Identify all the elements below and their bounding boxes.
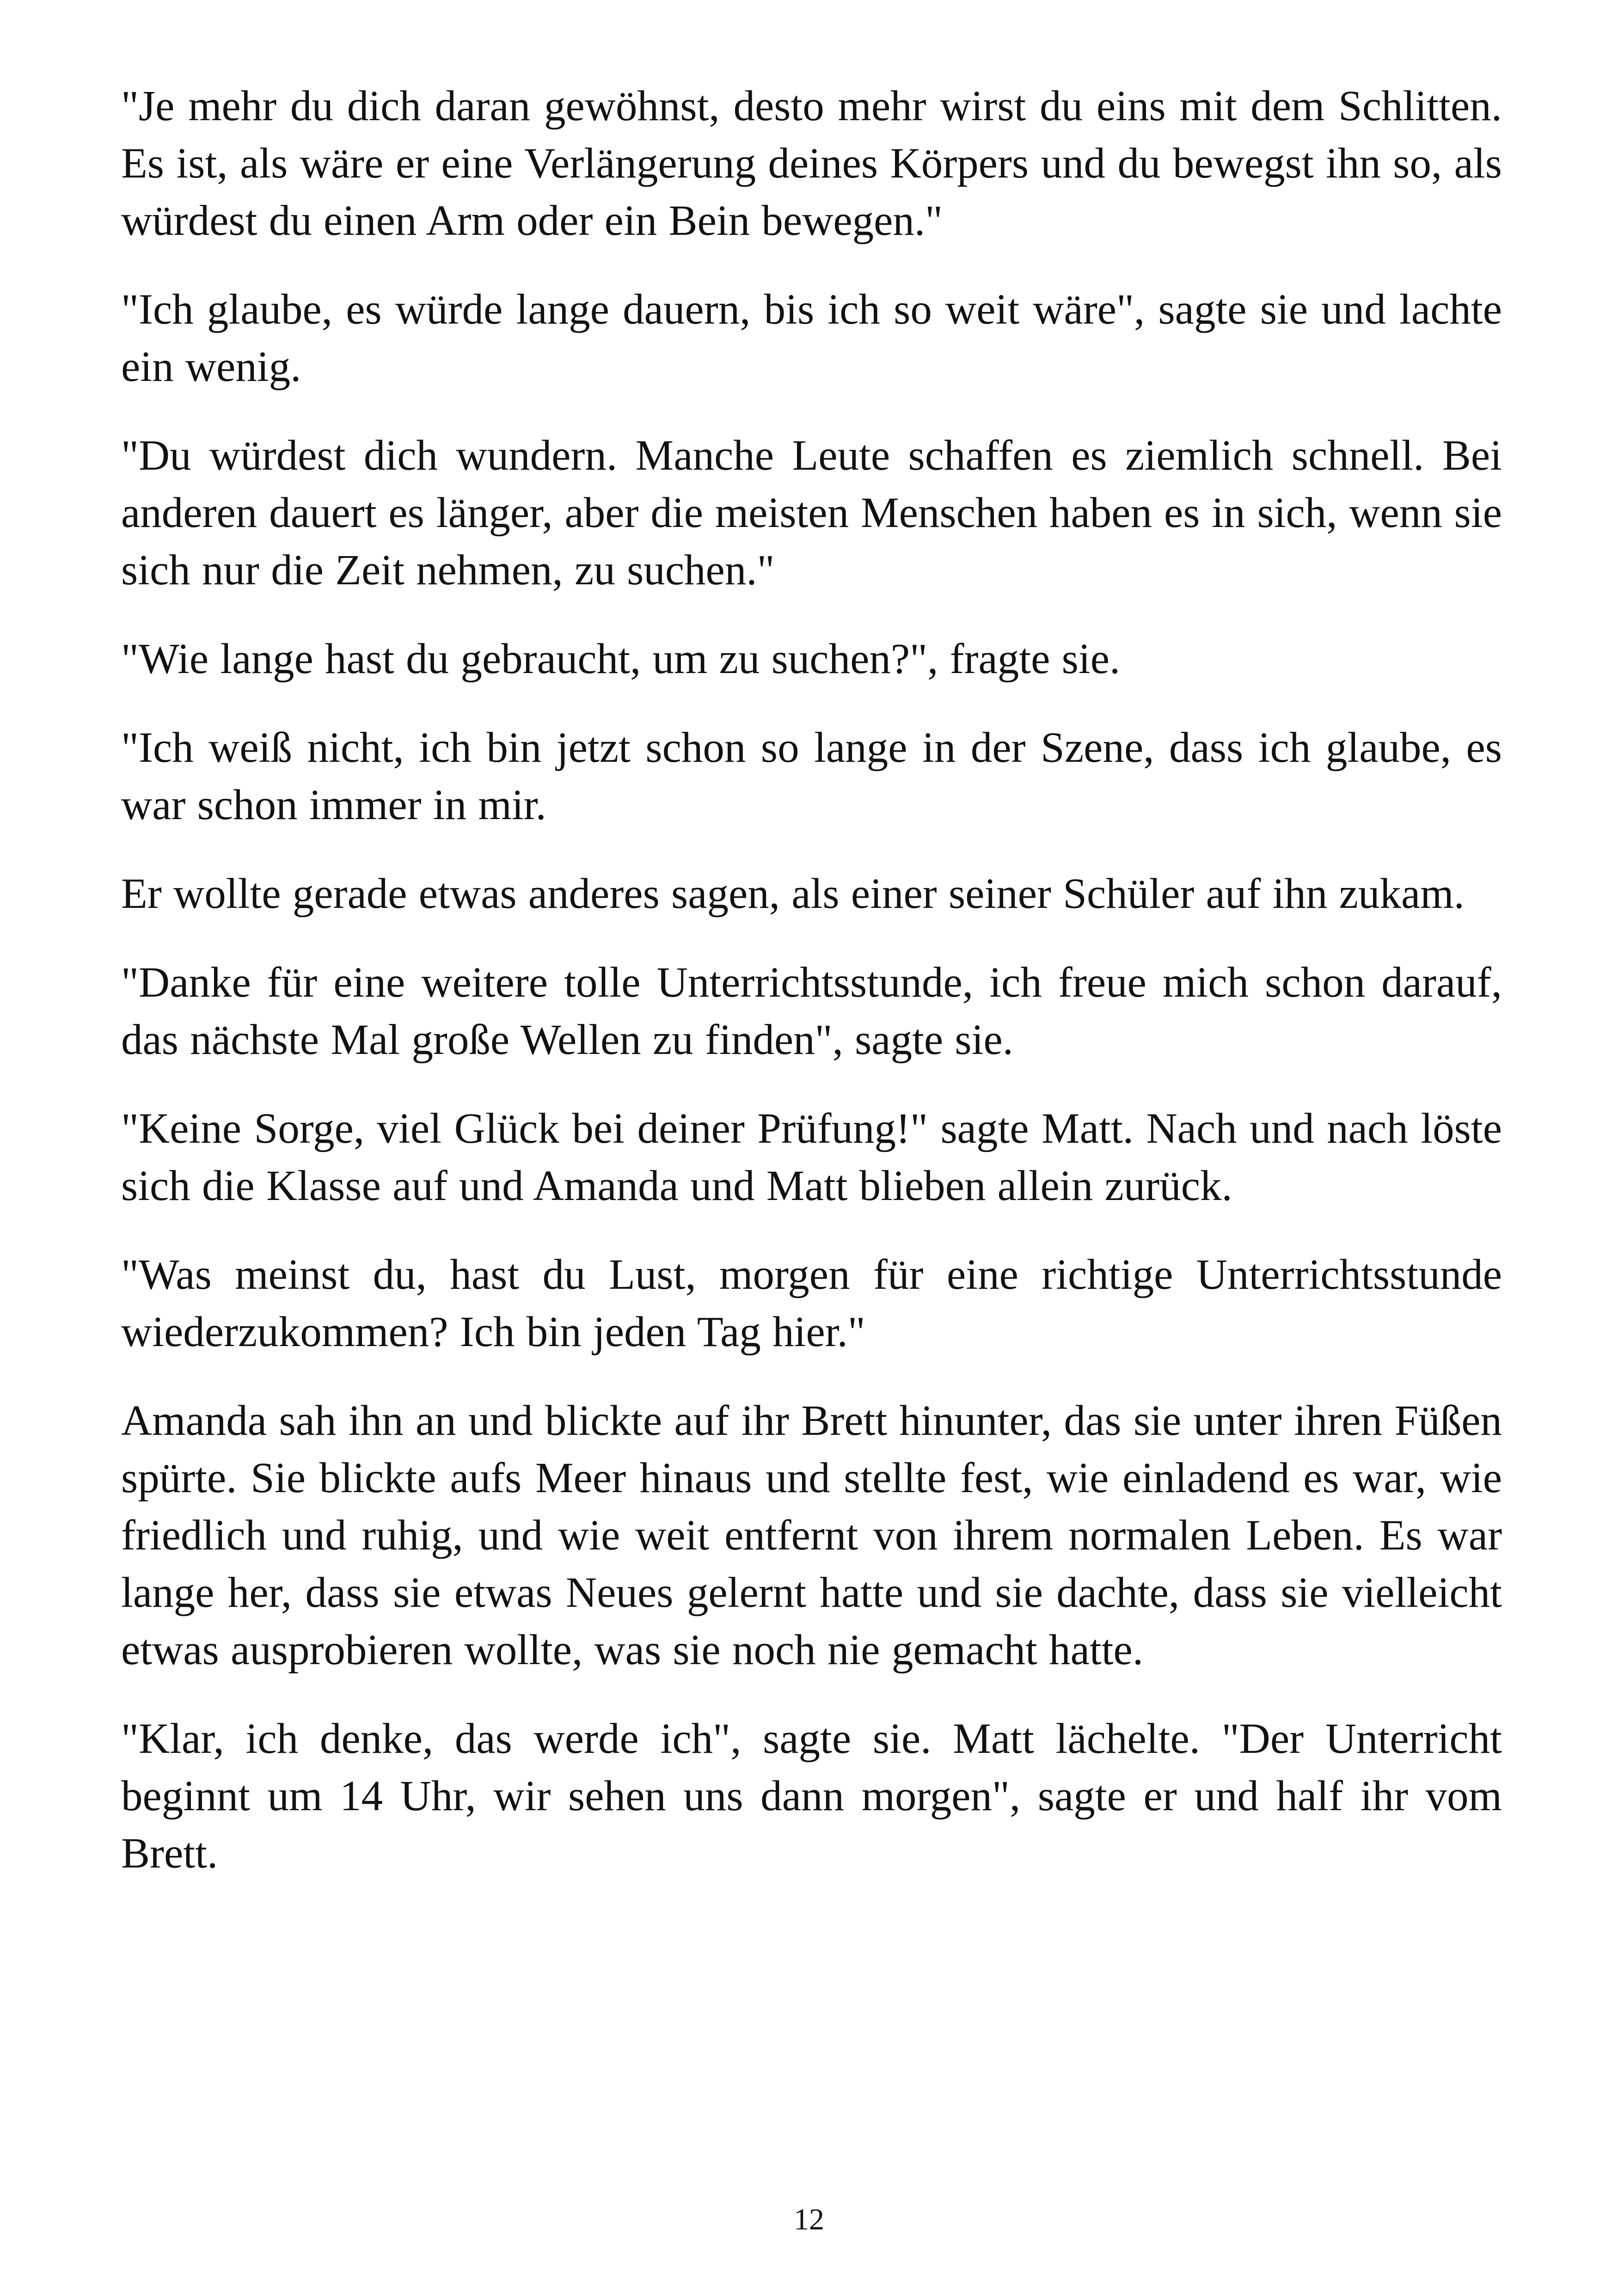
- paragraph: "Ich glaube, es würde lange dauern, bis ich so weit wäre", sagte sie und lachte ein wenig.: [121, 286, 1502, 391]
- paragraph: "Was meinst du, hast du Lust, morgen für eine richtige Unterrichtsstunde wiederzukommen? Ich bin jeden Tag hier.": [121, 1251, 1502, 1356]
- paragraph: Amanda sah ihn an und blickte auf ihr Brett hinunter, das sie unter ihren Füßen spürte. Sie blickte aufs Meer hinaus und stellte fest, wie einladend es war, wie friedlich und ruhig, und wie weit entfernt von ihrem normalen Leben. Es war lange her, dass sie etwas Neues gelernt hatte und sie dachte, dass sie vielleicht etwas ausprobieren wollte, was sie noch nie gemacht hatte.: [121, 1397, 1502, 1674]
- paragraph: Er wollte gerade etwas anderes sagen, als einer seiner Schüler auf ihn zukam.: [121, 870, 1465, 918]
- paragraph: "Keine Sorge, viel Glück bei deiner Prüfung!" sagte Matt. Nach und nach löste sich die Klasse auf und Amanda und Matt blieben allein zurück.: [121, 1105, 1502, 1210]
- paragraph: "Je mehr du dich daran gewöhnst, desto mehr wirst du eins mit dem Schlitten. Es ist, als wäre er eine Verlängerung deines Körpers und du bewegst ihn so, als würdest du einen Arm oder ein Bein bewegen.": [121, 82, 1502, 245]
- paragraph: "Klar, ich denke, das werde ich", sagte sie. Matt lächelte. "Der Unterricht beginnt um 14 Uhr, wir sehen uns dann morgen", sagte er und half ihr vom Brett.: [121, 1715, 1502, 1877]
- paragraph: "Danke für eine weitere tolle Unterrichtsstunde, ich freue mich schon darauf, das nächste Mal große Wellen zu finden", sagte sie.: [121, 959, 1502, 1064]
- paragraph: "Wie lange hast du gebraucht, um zu suchen?", fragte sie.: [121, 635, 1121, 683]
- paragraph: "Ich weiß nicht, ich bin jetzt schon so lange in der Szene, dass ich glaube, es war schon immer in mir.: [121, 724, 1502, 829]
- page-number: 12: [794, 2203, 824, 2236]
- page-text-body: [121, 78, 1502, 1914]
- paragraph: "Du würdest dich wundern. Manche Leute schaffen es ziemlich schnell. Bei anderen dauert es länger, aber die meisten Menschen haben es in sich, wenn sie sich nur die Zeit nehmen, zu suchen.": [121, 432, 1502, 594]
